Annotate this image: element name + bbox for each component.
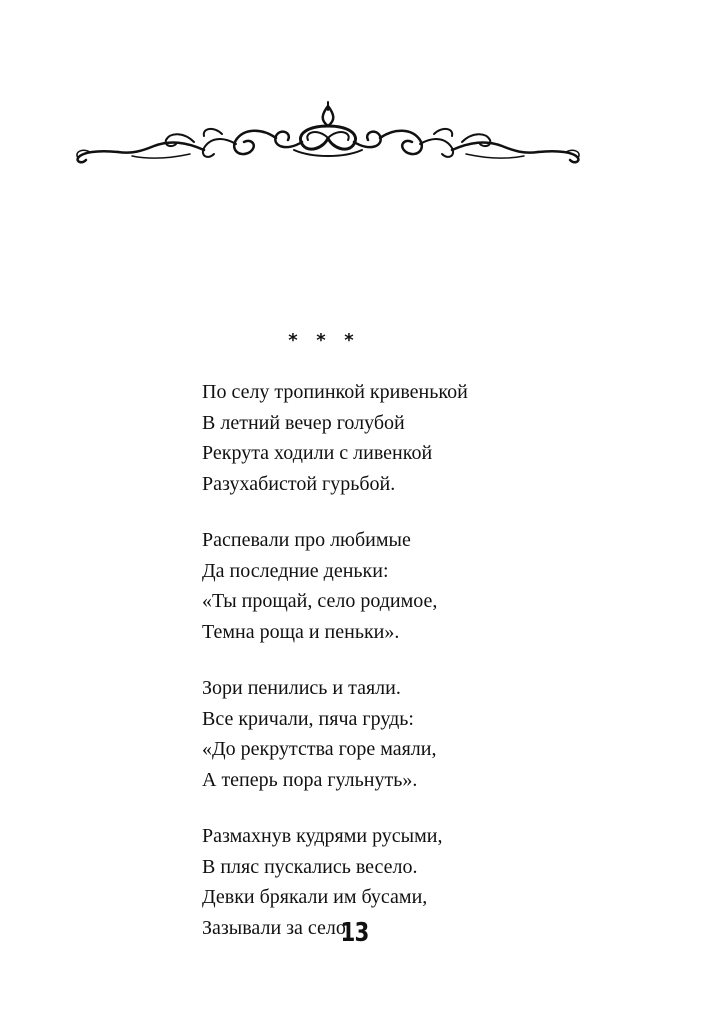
poem-line: Девки брякали им бусами, xyxy=(202,886,428,908)
stanza-3 xyxy=(202,673,622,795)
poem-body xyxy=(202,377,622,969)
poem-line: Все кричали, пяча грудь: xyxy=(202,707,414,730)
poem-line: Распевали про любимые xyxy=(202,529,411,551)
page-number: 13 xyxy=(340,918,369,948)
poem-line: Зазывали за село. xyxy=(202,916,351,939)
decorative-flourish-icon xyxy=(72,98,584,170)
poem-line: «Ты прощай, село родимое, xyxy=(202,590,438,612)
section-separator xyxy=(286,328,376,354)
separator-mark: * xyxy=(316,330,326,351)
poem-line: Зори пенились и таяли. xyxy=(202,677,401,699)
poem-line: «До рекрутства горе маяли, xyxy=(202,738,437,760)
stanza-1 xyxy=(202,377,622,499)
separator-mark: * xyxy=(344,330,354,351)
poem-line: Разухабистой гурьбой. xyxy=(202,472,396,495)
poem-line: А теперь пора гульнуть». xyxy=(202,768,418,791)
poem-line: По селу тропинкой кривенькой xyxy=(202,381,468,403)
poem-line: Рекрута ходили с ливенкой xyxy=(202,442,433,464)
poem-line: Темна роща и пеньки». xyxy=(202,620,400,643)
separator-mark: * xyxy=(288,330,298,351)
poem-line: Размахнув кудрями русыми, xyxy=(202,825,443,847)
stanza-2 xyxy=(202,525,622,647)
poem-line: В летний вечер голубой xyxy=(202,411,405,434)
poem-line: В пляс пускались весело. xyxy=(202,855,418,878)
poem-line: Да последние деньки: xyxy=(202,559,389,582)
